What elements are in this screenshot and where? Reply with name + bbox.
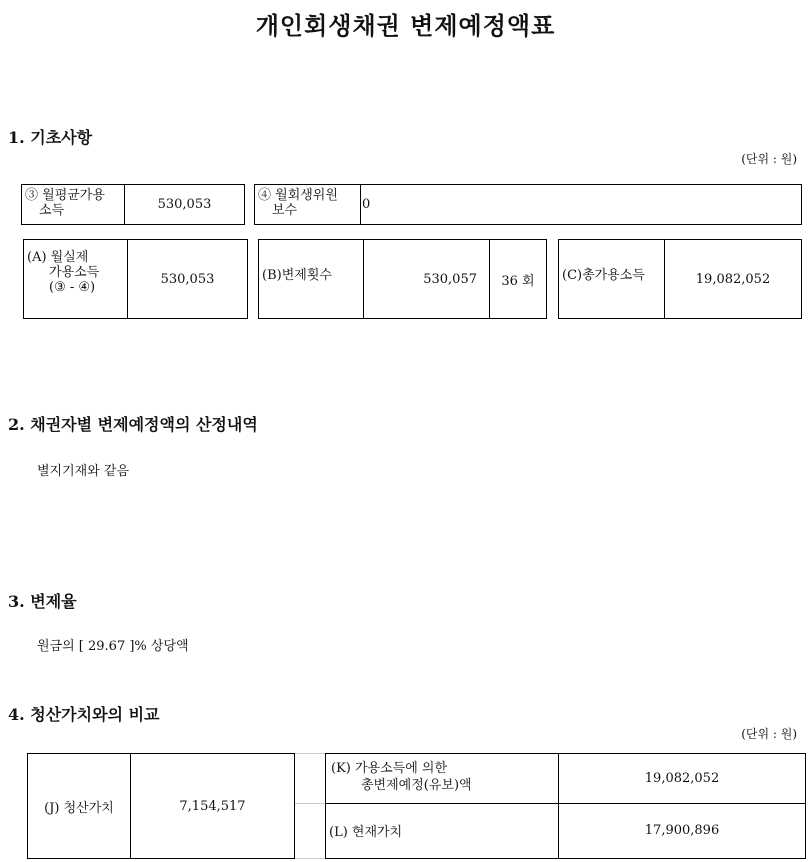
disposable-income-label-line2: 총변제예정(유보)액 bbox=[361, 778, 472, 793]
actual-income-label-line1: (A) 월실제 bbox=[27, 250, 89, 265]
liquidation-value-box bbox=[27, 753, 295, 859]
monthly-income-box bbox=[21, 184, 245, 225]
commissioner-fee-label-line2: 보수 bbox=[272, 203, 298, 218]
present-value-label: (L) 현재가치 bbox=[329, 825, 403, 840]
disposable-income-value: 19,082,052 bbox=[558, 754, 805, 803]
liquidation-value-amount: 7,154,517 bbox=[130, 754, 294, 858]
actual-income-label-line3: (③ - ④) bbox=[49, 280, 96, 295]
payment-count-value: 36 회 bbox=[489, 240, 546, 318]
section4-heading: 4. 청산가치와의 비교 bbox=[8, 705, 160, 724]
actual-income-label bbox=[24, 240, 127, 318]
total-income-label: (C)총가용소득 bbox=[562, 268, 645, 283]
monthly-income-value: 530,053 bbox=[124, 185, 244, 224]
commissioner-fee-value: 0 bbox=[360, 185, 801, 224]
total-income-box bbox=[558, 239, 802, 319]
commissioner-fee-label-line1: ④ 월회생위원 bbox=[258, 188, 338, 203]
payment-count-label: (B)변제횟수 bbox=[262, 268, 332, 283]
payment-count-box bbox=[258, 239, 547, 319]
commissioner-fee-box bbox=[254, 184, 802, 225]
document-title: 개인회생채권 변제예정액표 bbox=[255, 11, 556, 40]
section3-heading: 3. 변제율 bbox=[8, 592, 77, 611]
payment-amount-value: 530,057 bbox=[363, 240, 489, 318]
comparison-box bbox=[325, 753, 806, 859]
present-value-amount: 17,900,896 bbox=[558, 803, 805, 858]
commissioner-fee-label bbox=[255, 185, 360, 224]
disposable-income-label bbox=[326, 754, 558, 803]
total-income-value: 19,082,052 bbox=[664, 240, 801, 318]
monthly-income-label bbox=[22, 185, 124, 224]
section3-text: 원금의 [ 29.67 ]% 상당액 bbox=[37, 639, 189, 654]
monthly-income-label-line1: ③ 월평균가용 bbox=[25, 188, 105, 203]
section1-unit: (단위 : 원) bbox=[741, 152, 797, 166]
section2-text: 별지기재와 같음 bbox=[37, 464, 130, 479]
actual-income-box bbox=[23, 239, 248, 319]
section4-unit: (단위 : 원) bbox=[741, 727, 797, 741]
disposable-income-label-line1: (K) 가용소득에 의한 bbox=[331, 761, 448, 776]
section1-heading: 1. 기초사항 bbox=[8, 128, 93, 147]
section2-heading: 2. 채권자별 변제예정액의 산정내역 bbox=[8, 415, 258, 434]
monthly-income-label-line2: 소득 bbox=[39, 203, 65, 218]
gap-divider bbox=[295, 803, 325, 804]
comparison-gap bbox=[295, 753, 325, 859]
actual-income-value: 530,053 bbox=[127, 240, 247, 318]
liquidation-value-label: (J) 청산가치 bbox=[44, 800, 114, 816]
actual-income-label-line2: 가용소득 bbox=[49, 265, 100, 280]
